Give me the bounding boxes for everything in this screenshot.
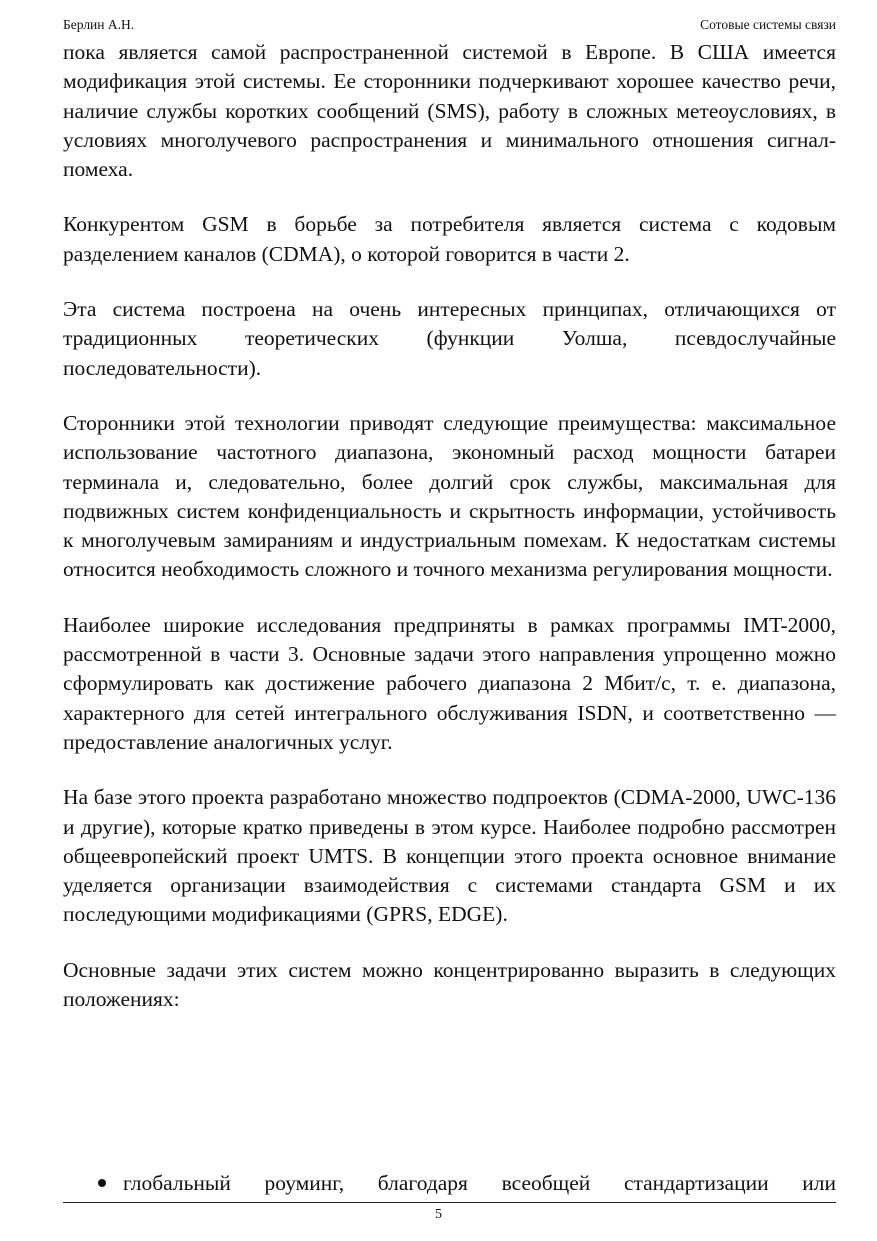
paragraph: Сторонники этой технологии приводят следующие преимущества: максимальное использование частотного диапазона, экономный расход мощности батареи терминала и, следовательно, более долгий срок службы, максимальная для подвижных систем конфиденциальность и скрытность информации, устойчивость к многолучевым замираниям и индустриальным помехам. К недостаткам системы относится необходимость сложного и точного механизма регулирования мощности.	[63, 410, 836, 582]
bullet-icon	[98, 1179, 106, 1187]
header-author: Берлин А.Н.	[63, 17, 135, 32]
paragraph: Конкурентом GSM в борьбе за потребителя является система с кодовым разделением каналов (CDMA), о которой говорится в части 2.	[63, 212, 836, 266]
paragraph: Основные задачи этих систем можно концентрированно выразить в следующих положениях:	[63, 957, 836, 1012]
paragraph: На базе этого проекта разработано множество подпроектов (CDMA-2000, UWC-136 и другие), которые кратко приведены в этом курсе. Наиболее подробно рассмотрен общеевропейский проект UMTS. В концепции этого проекта основное внимание уделяется организации взаимодействия с системами стандарта GSM и их последующими модификациями (GPRS, EDGE).	[63, 785, 836, 927]
paragraph: Эта система построена на очень интересных принципах, отличающихся от традиционных теоретических (функции Уолша, псевдослучайные последовательности).	[63, 297, 836, 380]
paragraph: пока является самой распространенной системой в Европе. В США имеется модификация этой системы. Ее сторонники подчеркивают хорошее качество речи, наличие службы коротких сообщений (SMS), работу в сложных метеоусловиях, в условиях многолучевого распространения и минимального отношения сигнал-помеха.	[63, 40, 836, 182]
running-header	[63, 16, 836, 34]
header-book-title: Сотовые системы связи	[700, 17, 836, 32]
page-number: 5	[435, 1207, 442, 1222]
list-item	[63, 1169, 836, 1198]
paragraph: Наиболее широкие исследования предприняты в рамках программы IMT-2000, рассмотренной в части 3. Основные задачи этого направления упрощенно можно сформулировать как достижение рабочего диапазона 2 Мбит/с, т. е. диапазона, характерного для сетей интегрального обслуживания ISDN, и соответственно — предоставление аналогичных услуг.	[63, 612, 836, 754]
list-item-text: глобальный роуминг, благодаря всеобщей стандартизации или	[123, 1171, 836, 1195]
footer-divider	[63, 1202, 836, 1203]
bullet-list	[63, 1169, 836, 1198]
body-text	[63, 38, 836, 1040]
